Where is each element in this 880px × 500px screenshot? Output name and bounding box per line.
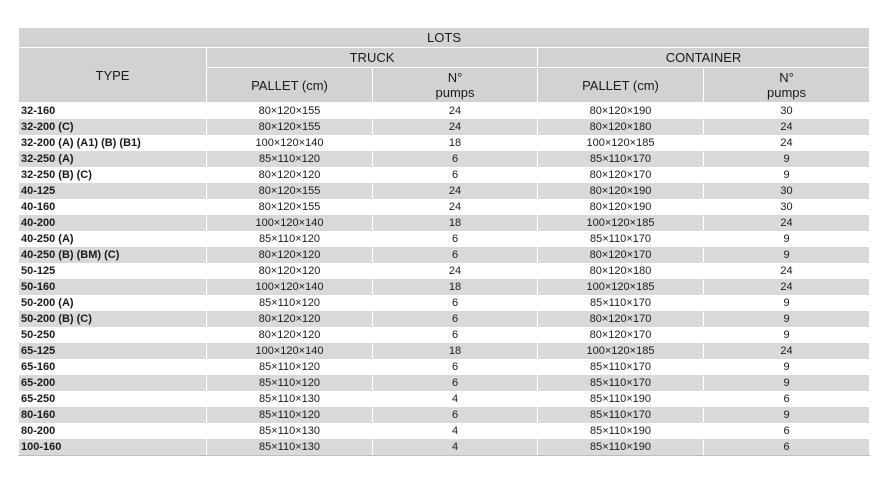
container-pallet-cell: 85×110×170 [538,151,704,167]
container-pumps-cell: 9 [704,375,870,391]
truck-pallet-cell: 85×110×120 [207,359,373,375]
type-cell: 40-250 (B) (BM) (C) [19,247,207,263]
type-cell: 65-160 [19,359,207,375]
container-pallet-cell: 100×120×185 [538,343,704,359]
type-cell: 65-200 [19,375,207,391]
type-cell: 32-250 (A) [19,151,207,167]
table-row [19,263,870,279]
truck-pumps-cell: 24 [373,119,538,135]
table-row [19,359,870,375]
table-row [19,215,870,231]
table-title-row [19,28,870,48]
table-row [19,247,870,263]
truck-pallet-header: PALLET (cm) [207,68,373,103]
table-row [19,327,870,343]
truck-pallet-cell: 80×120×155 [207,119,373,135]
container-pumps-header [704,68,870,103]
table-row [19,407,870,423]
pumps-header-line2: pumps [435,85,475,100]
container-pumps-cell: 24 [704,263,870,279]
truck-pumps-cell: 24 [373,263,538,279]
type-cell: 50-250 [19,327,207,343]
table-row [19,439,870,456]
pumps-header-line1: N° [779,70,794,85]
lots-table [18,27,870,456]
type-cell: 32-160 [19,103,207,120]
table-title: LOTS [19,28,870,48]
truck-pallet-cell: 85×110×120 [207,375,373,391]
container-pumps-cell: 24 [704,119,870,135]
type-cell: 40-200 [19,215,207,231]
truck-pallet-cell: 80×120×155 [207,183,373,199]
table-row [19,375,870,391]
truck-pumps-cell: 6 [373,295,538,311]
truck-pumps-cell: 4 [373,423,538,439]
truck-pumps-cell: 6 [373,311,538,327]
container-pumps-cell: 9 [704,327,870,343]
pumps-header-line2: pumps [767,85,807,100]
truck-pumps-cell: 18 [373,135,538,151]
truck-pallet-cell: 85×110×120 [207,151,373,167]
truck-pumps-cell: 6 [373,247,538,263]
table-body [19,103,870,456]
truck-pallet-cell: 100×120×140 [207,343,373,359]
type-cell: 50-125 [19,263,207,279]
truck-pumps-cell: 18 [373,343,538,359]
truck-pallet-cell: 85×110×130 [207,423,373,439]
container-pallet-cell: 85×110×190 [538,391,704,407]
truck-pallet-cell: 80×120×120 [207,167,373,183]
container-pumps-cell: 9 [704,295,870,311]
pumps-header-line1: N° [447,70,463,85]
type-cell: 40-250 (A) [19,231,207,247]
type-header: TYPE [19,48,207,103]
container-pumps-cell: 9 [704,151,870,167]
container-header: CONTAINER [538,48,870,68]
container-pallet-cell: 80×120×180 [538,263,704,279]
table-row [19,167,870,183]
table-row [19,423,870,439]
truck-pallet-cell: 85×110×120 [207,407,373,423]
table-row [19,343,870,359]
truck-pallet-cell: 80×120×120 [207,263,373,279]
truck-pumps-cell: 6 [373,407,538,423]
container-pallet-cell: 80×120×170 [538,311,704,327]
truck-pallet-cell: 100×120×140 [207,215,373,231]
container-pallet-cell: 85×110×170 [538,231,704,247]
container-pallet-cell: 80×120×170 [538,167,704,183]
container-pallet-cell: 80×120×190 [538,103,704,120]
truck-pallet-cell: 80×120×120 [207,327,373,343]
type-cell: 40-160 [19,199,207,215]
container-pallet-cell: 80×120×190 [538,199,704,215]
truck-pallet-cell: 85×110×120 [207,231,373,247]
container-pallet-cell: 80×120×170 [538,247,704,263]
container-pumps-cell: 30 [704,183,870,199]
container-pumps-cell: 30 [704,199,870,215]
truck-pumps-cell: 24 [373,103,538,120]
type-cell: 32-200 (A) (A1) (B) (B1) [19,135,207,151]
type-cell: 65-250 [19,391,207,407]
container-pallet-cell: 100×120×185 [538,279,704,295]
container-pallet-cell: 80×120×190 [538,183,704,199]
table-row [19,295,870,311]
truck-pumps-header [373,68,538,103]
container-pumps-cell: 24 [704,135,870,151]
type-cell: 80-160 [19,407,207,423]
truck-pallet-cell: 85×110×120 [207,295,373,311]
truck-pallet-cell: 80×120×120 [207,247,373,263]
type-cell: 80-200 [19,423,207,439]
type-cell: 40-125 [19,183,207,199]
table-row [19,119,870,135]
truck-pumps-cell: 4 [373,439,538,456]
truck-pallet-cell: 100×120×140 [207,279,373,295]
truck-pumps-cell: 18 [373,215,538,231]
container-pumps-cell: 9 [704,231,870,247]
type-cell: 100-160 [19,439,207,456]
truck-pallet-cell: 85×110×130 [207,439,373,456]
container-pumps-cell: 9 [704,407,870,423]
group-header-row [19,48,870,68]
container-pallet-cell: 85×110×170 [538,407,704,423]
container-pallet-cell: 85×110×190 [538,439,704,456]
truck-pumps-cell: 6 [373,327,538,343]
container-pumps-cell: 9 [704,359,870,375]
container-pallet-cell: 85×110×170 [538,295,704,311]
type-cell: 65-125 [19,343,207,359]
container-pumps-cell: 24 [704,215,870,231]
truck-pumps-cell: 6 [373,167,538,183]
truck-pumps-cell: 6 [373,231,538,247]
type-cell: 32-250 (B) (C) [19,167,207,183]
container-pallet-cell: 85×110×190 [538,423,704,439]
container-pumps-cell: 6 [704,423,870,439]
table-row [19,391,870,407]
container-pallet-cell: 80×120×180 [538,119,704,135]
container-pumps-cell: 9 [704,311,870,327]
container-pumps-cell: 24 [704,279,870,295]
truck-pumps-cell: 6 [373,375,538,391]
truck-pallet-cell: 80×120×155 [207,103,373,120]
table-row [19,183,870,199]
type-cell: 50-160 [19,279,207,295]
table-row [19,311,870,327]
truck-pumps-cell: 4 [373,391,538,407]
container-pumps-cell: 6 [704,391,870,407]
truck-pumps-cell: 6 [373,359,538,375]
container-pumps-cell: 6 [704,439,870,456]
truck-pallet-cell: 100×120×140 [207,135,373,151]
container-pallet-header: PALLET (cm) [538,68,704,103]
container-pallet-cell: 100×120×185 [538,215,704,231]
table-row [19,231,870,247]
truck-pumps-cell: 6 [373,151,538,167]
type-cell: 50-200 (A) [19,295,207,311]
truck-pumps-cell: 18 [373,279,538,295]
truck-pumps-cell: 24 [373,199,538,215]
type-cell: 50-200 (B) (C) [19,311,207,327]
type-cell: 32-200 (C) [19,119,207,135]
container-pallet-cell: 80×120×170 [538,327,704,343]
container-pallet-cell: 85×110×170 [538,359,704,375]
container-pumps-cell: 30 [704,103,870,120]
container-pumps-cell: 9 [704,247,870,263]
container-pumps-cell: 9 [704,167,870,183]
truck-pallet-cell: 85×110×130 [207,391,373,407]
truck-pallet-cell: 80×120×155 [207,199,373,215]
table-row [19,279,870,295]
table-row [19,135,870,151]
truck-pumps-cell: 24 [373,183,538,199]
truck-header: TRUCK [207,48,538,68]
container-pumps-cell: 24 [704,343,870,359]
table-row [19,199,870,215]
container-pallet-cell: 100×120×185 [538,135,704,151]
truck-pallet-cell: 80×120×120 [207,311,373,327]
table-row [19,151,870,167]
container-pallet-cell: 85×110×170 [538,375,704,391]
table-row [19,103,870,120]
